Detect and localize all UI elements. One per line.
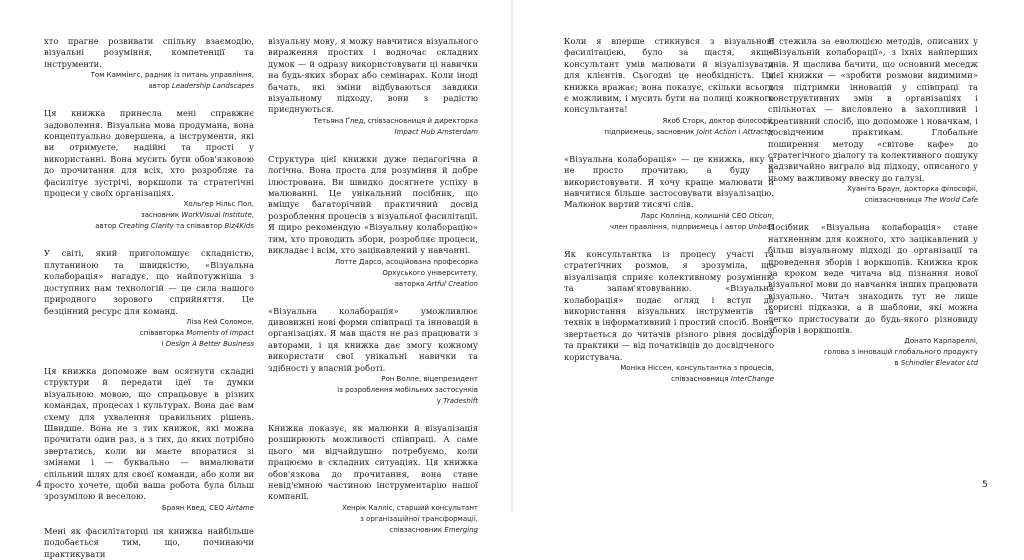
attribution-text: підприємець, засновник: [604, 127, 697, 136]
attribution-title: InterChange: [730, 374, 774, 383]
attribution-text: Браян Квед, CEO: [161, 503, 227, 512]
attribution-line: [268, 279, 478, 290]
quote-text: Структура цієї книжки дуже педагогічна й логічна. Вона проста для розуміння й добре ілюстрована. Ви швидко досягнете успіху в малюванні. Це унікальний посібник, що вміщує багаторічний практичний досвід розроблення процесів з візуальної фасилітації. Я щиро рекомендую «Візуальну колаборацію» тим, хто проводить збори, розробляє процеси, викладає і всім, хто зацікавлений у навчанні.: [268, 153, 478, 256]
attribution-line: [44, 339, 254, 350]
quote-attribution: [268, 503, 478, 536]
left-page-column-2: [268, 36, 478, 536]
attribution-line: [44, 81, 254, 92]
attribution-title: Tradeshift: [443, 396, 478, 405]
quote-text: Як консультантка із процесу участі та стратегічних розмов, я зрозуміла, що візуалізація сприяє колективному розумінню та запам'ятовуванню. «Візуальна колаборація» подає огляд і вступ до використання візуальних інструментів та технік в інформативний і простий спосіб. Вона звертається до читачів різного рівня досвіду та практики — від початківців до досвідченого користувача.: [564, 248, 774, 362]
attribution-line: [268, 396, 478, 407]
attribution-text: засновник: [140, 211, 182, 220]
quote-attribution: [268, 374, 478, 407]
quote-attribution: [44, 199, 254, 232]
attribution-line: Хольґер Нільс Пол,: [183, 200, 254, 209]
quote-text: хто прагне розвивати спільну взаємодію, візуальні розуміння, компетенції та інструменти.: [44, 36, 254, 69]
attribution-line: з організаційної трансформації,: [360, 514, 478, 523]
attribution-line: [564, 374, 774, 385]
attribution-text: член правління, підприємець і автор: [609, 222, 749, 231]
attribution-line: Рон Волпе, віцепрезидент: [381, 374, 478, 383]
page-number: 5: [982, 480, 988, 490]
attribution-line: [768, 358, 978, 369]
right-page-column-1: [564, 36, 774, 385]
attribution-line: [564, 127, 774, 138]
attribution-title: Moments of Impact: [186, 328, 254, 337]
quote-text: У світі, який приголомшує складністю, плутаниною та швидкістю, «Візуальна колаборація» нагадує, що найпотужніша з доступних нам технологій — це сила нашого природного зорового сприйняття. Це безцінний ресурс для команд.: [44, 248, 254, 316]
quote-text: візуальну мову, я можу навчитися візуального вираження простих і водночас складних думок — й одразу використовувати ці навички на будь-яких зборах або семінарах. Коли іноді бачать, які зміни відбуваються завдяки візуальному підходу, вони з радістю приєднуються.: [268, 36, 478, 115]
attribution-line: Ліза Кей Соломон,: [186, 317, 254, 326]
attribution-title: Airtame: [226, 503, 254, 512]
attribution-text: у: [436, 396, 444, 405]
quote-attribution: [768, 336, 978, 369]
attribution-line: Орхуського університету,: [382, 268, 478, 277]
attribution-line: Лотте Дарсо, асоційована професорка: [334, 257, 478, 266]
attribution-text: і: [736, 127, 743, 136]
attribution-text: співзасновник: [389, 525, 445, 534]
quote-text: Книжка показує, як малюнки й візуалізація розширюють можливості співпраці. А саме цього ми відчайдушно потребуємо, коли працюємо в складних ситуаціях. Ця книжка обов'язкова до прочитання, вона стане невід'ємною частиною інструментарію нашої компанії.: [268, 422, 478, 502]
attribution-text: авторка: [394, 279, 427, 288]
attribution-title: Unboss: [748, 222, 774, 231]
quote-attribution: [268, 257, 478, 290]
attribution-title: Design A Better Business: [165, 339, 254, 348]
attribution-title: Leadership Landscapes: [171, 82, 254, 91]
attribution-title: Joint Action: [696, 127, 737, 136]
attribution-text: співзасновниця: [864, 196, 925, 205]
attribution-line: Тетьяна Ґлед, співзасновниця й директорка: [313, 116, 478, 125]
attribution-text: і: [161, 339, 166, 348]
attribution-line: Том Каммінгс, радник із питань управління,: [90, 71, 254, 80]
attribution-title: Oticon: [748, 211, 772, 220]
attribution-title: Impact Hub Amsterdam: [394, 127, 478, 136]
attribution-line: [44, 210, 254, 221]
quote-text: «Візуальна колаборація» — це книжка, яку я не просто прочитаю, а буду й використовувати. Я хочу краще малювати й навчитися більше застосовувати візуалізацію. Малюнок вартий тисячі слів.: [564, 153, 774, 210]
attribution-line: Хенрік Калліс, старший консультант: [341, 503, 478, 512]
attribution-text: ,: [771, 211, 774, 220]
attribution-title: Creating Clarity: [118, 222, 174, 231]
right-page-column-2: [768, 36, 978, 369]
attribution-line: [564, 211, 774, 222]
quote-attribution: [44, 70, 254, 92]
attribution-line: голова з інновацій глобального продукту: [823, 348, 978, 357]
quote-text: Посібник «Візуальна колаборація» стане натхненням для кожного, хто зацікавлений у більш візуальному підході до організації та проведення зборів і воркшопів. Книжка крок за кроком веде читача від пізнання нової візуальної мови до навчання інших працювати візуально. Читач знаходить тут не лише корисні підказки, а й шаблони, які можна легко пристосувати до будь-якого різновиду зборів і воркшопів.: [768, 222, 978, 335]
attribution-line: [768, 195, 978, 206]
left-page-column-1: [44, 36, 254, 560]
quote-text: Мені як фасилітаторці ця книжка найбільше подобається тим, що, починаючи практикувати: [44, 525, 254, 559]
quote-text: Ця книжка допоможе вам осягнути складні структури й передати ідеї та думки візуальною мовою, що спрацьовує в різних командах, процесах і культурах. Вона дає вам схему для ухвалення правильних рішень. Швидше. Вона не з тих книжок, які можна прочитати один раз, а з тих, до яких потрібно звертатись, коли ви маєте впоратися зі змінами і — буквально — вималювати спільний шлях для своєї команди, або коли ви просто хочете, щоби ваша робота була більш зрозумілою й веселою.: [44, 365, 254, 502]
attribution-line: [44, 503, 254, 514]
quote-text: «Візуальна колаборація» уможливлює дивовижні нові форми співпраці та інновацій в організаціях. Я мав щастя не раз працювати з авторами, і ця книжка дає змогу кожному використати свої унікальні навички та здібності у власній роботі.: [268, 305, 478, 373]
attribution-title: Artful Creation: [426, 279, 478, 288]
quote-text: Я стежила за еволюцією методів, описаних у «Візуальній колаборації», з їхніх найперших днів. Я щаслива бачити, що основний меседж цієї книжки — «зробити розмови видимими» для підтримки інновацій у співпраці та конструктивних змін в організаціях і спільнотах — висловлено в захопливий і креативний спосіб, що допоможе і новачкам, і досвідченим практикам. Глобальне поширення методу «світове кафе» до стратегічного діалогу та колективного пошуку надзвичайно виграло від підходу, описаного у цьому важливому внеску до галузі.: [768, 36, 978, 183]
quote-attribution: [564, 116, 774, 138]
attribution-text: автор: [148, 82, 172, 91]
right-page: [512, 0, 1024, 512]
attribution-title: Schindler Elevator Ltd: [900, 359, 978, 368]
attribution-line: [44, 328, 254, 339]
quote-attribution: [44, 317, 254, 350]
attribution-line: Хуаніта Браун, докторка філософії,: [847, 185, 978, 194]
attribution-text: співзасновниця: [671, 374, 731, 383]
attribution-title: WorkVisual Institute: [181, 211, 252, 220]
attribution-text: в: [894, 359, 901, 368]
quote-attribution: [44, 503, 254, 514]
quote-text: Ця книжка принесла мені справжнє задоволення. Візуальна мова продумана, вона концептуально довершена, а інструменти, які ви отримуєте, надійні та прості у використанні. Вона мусить бути обов'язковою до прочитання для всіх, хто розробляє та фасилітує зустрічі, воркшопи та стратегічні процеси у своїх організаціях.: [44, 108, 254, 199]
attribution-text: автор: [95, 222, 119, 231]
quote-attribution: [564, 211, 774, 233]
attribution-line: Донато Карпареллі,: [904, 337, 978, 346]
attribution-title: Emerging: [444, 525, 478, 534]
quote-attribution: [268, 116, 478, 138]
quote-text: Коли я вперше стикнувся з візуальною фасилітацією, було за щастя, якщо консультант умів малювати й візуалізувати для клієнтів. Сьогодні це необхідність. Ця книжка вражає; вона показує, скільки всього є можливим, і мусить бути на полиці кожного консультанта!: [564, 36, 774, 115]
attribution-text: ,: [251, 211, 254, 220]
attribution-line: Моніка Ніссен, консультантка з процесів,: [620, 363, 774, 372]
attribution-text: співавторка: [139, 328, 187, 337]
page-number: 4: [36, 480, 42, 490]
attribution-line: [564, 222, 774, 233]
attribution-line: [268, 127, 478, 138]
attribution-title: The World Cafe: [924, 196, 978, 205]
quote-attribution: [564, 363, 774, 385]
attribution-line: [268, 525, 478, 536]
attribution-line: із розроблення мобільних застосунків: [337, 385, 478, 394]
attribution-title: Biz4Kids: [224, 222, 254, 231]
left-page: [0, 0, 512, 559]
attribution-line: [44, 221, 254, 232]
attribution-text: та співавтор: [173, 222, 225, 231]
quote-attribution: [768, 184, 978, 206]
attribution-title: Attractor: [742, 127, 774, 136]
attribution-line: Якоб Сторк, доктор філософії,: [662, 116, 774, 125]
attribution-text: Ларс Коллінд, колишній CEO: [640, 211, 749, 220]
